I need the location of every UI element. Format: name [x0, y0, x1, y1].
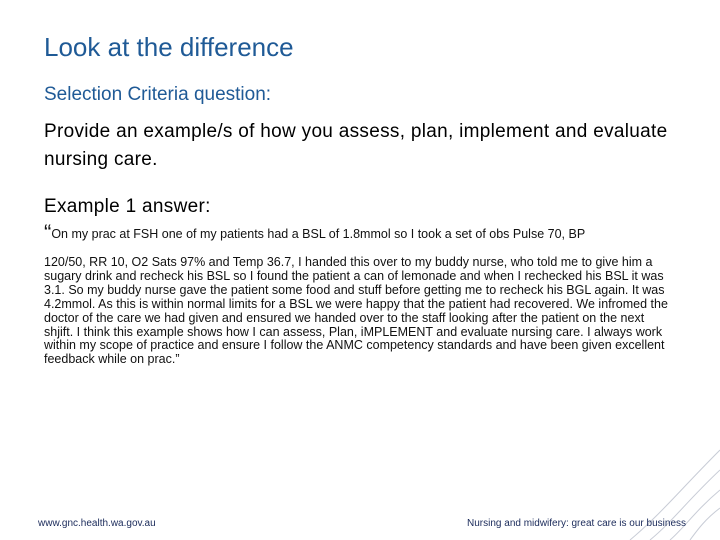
footer-url: www.gnc.health.wa.gov.au	[38, 518, 156, 529]
selection-criteria-subtitle: Selection Criteria question:	[44, 84, 272, 105]
example-answer	[44, 222, 676, 367]
footer-tagline: Nursing and midwifery: great care is our business	[467, 518, 686, 529]
example-heading: Example 1 answer:	[44, 196, 211, 217]
answer-first-line	[44, 222, 585, 244]
slide-title: Look at the difference	[44, 32, 294, 62]
answer-body-text: 120/50, RR 10, O2 Sats 97% and Temp 36.7, I handed this over to my buddy nurse, who told me to give him a sugary drink and recheck his BSL so I found the patient a can of lemonade and when I rechecked his BSL it was 3.1. So my buddy nurse gave the patient some food and stuff before getting me to recheck his BGL again. It was 4.2mmol. As this is within normal limits for a BSL we were happy that the patient had recovered. We infromed the doctor of the care we had given and ensured we handed over to the staff looking after the patient on the next shjift. I think this example shows how I can assess, Plan, iMPLEMENT and evaluate nursing care. I always work within my scope of practice and ensure I follow the ANMC competency standards and have been given excellent feedback while on prac.”	[44, 255, 668, 367]
open-quote-mark: “	[44, 220, 52, 245]
selection-criteria-question: Provide an example/s of how you assess, plan, implement and evaluate nursing care.	[44, 121, 668, 170]
answer-first-line-text: On my prac at FSH one of my patients had a BSL of 1.8mmol so I took a set of obs Pulse 70, BP	[51, 227, 586, 241]
